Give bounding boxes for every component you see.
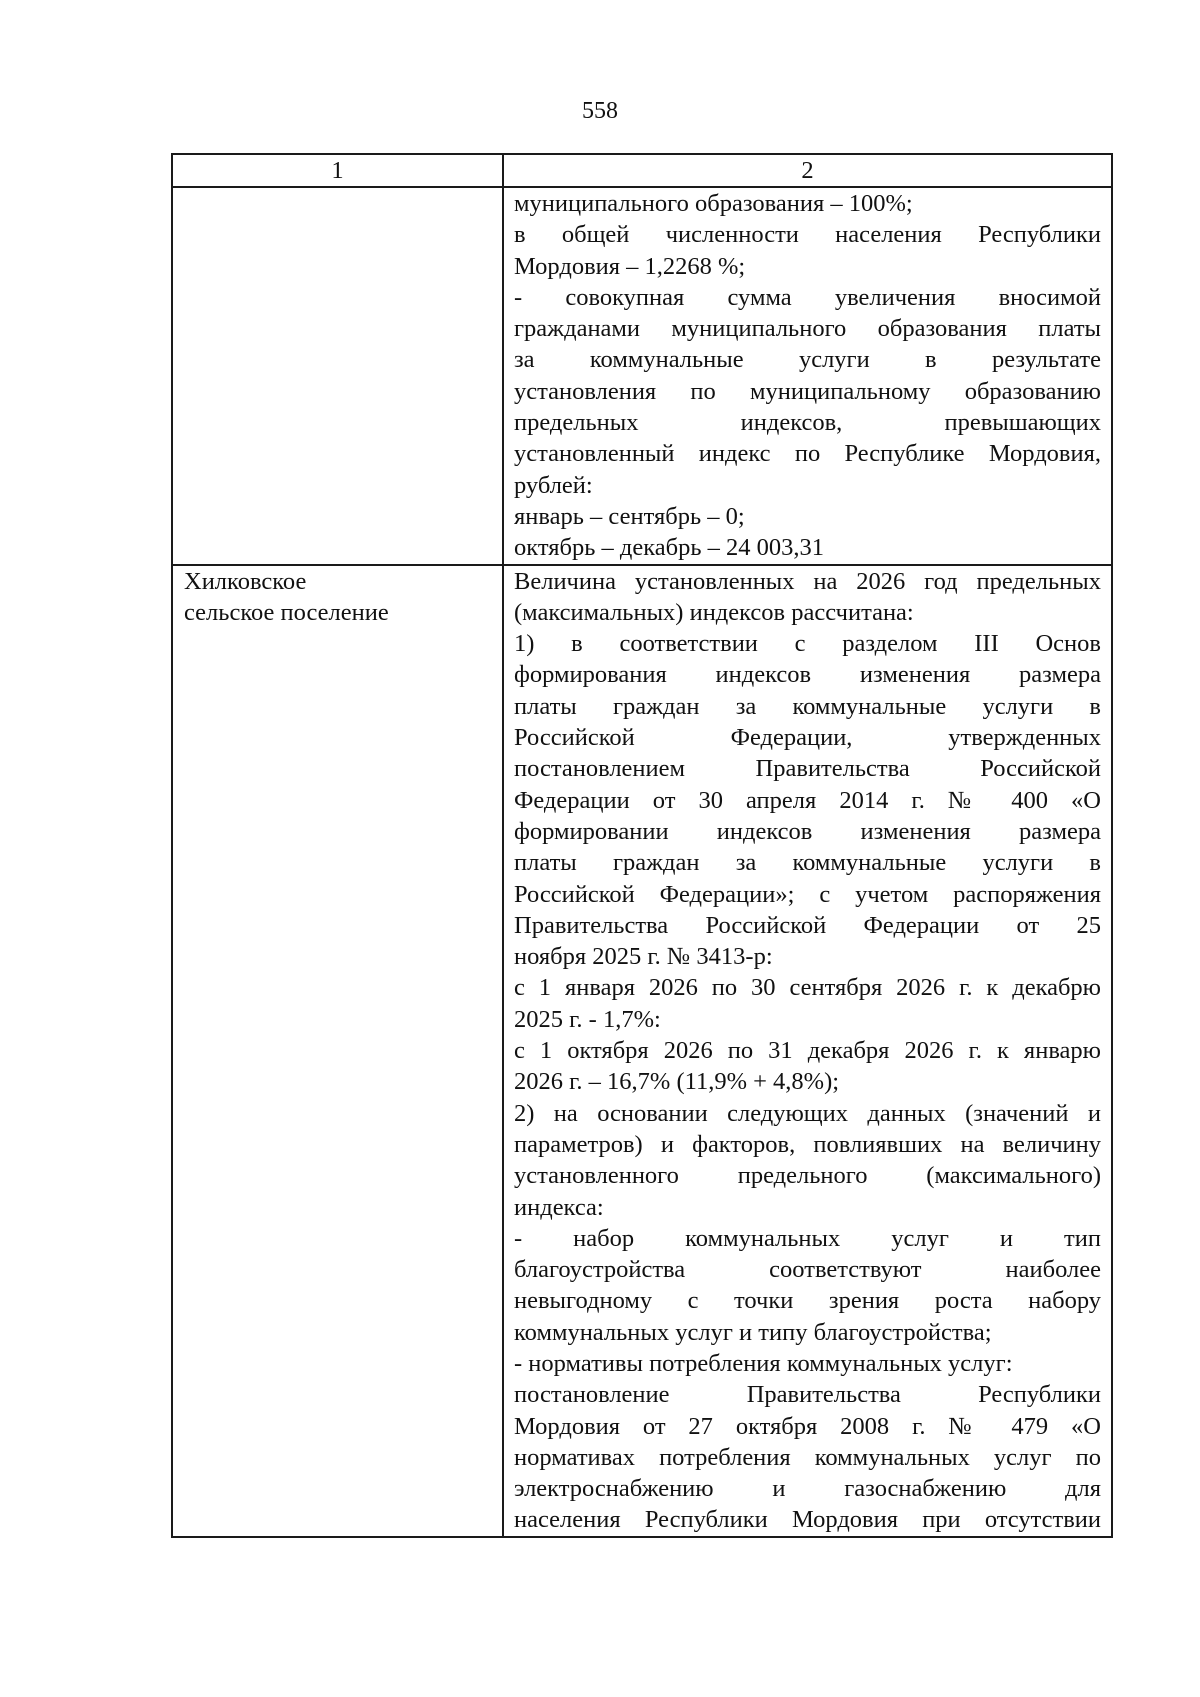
description-line: январь – сентябрь – 0; (514, 502, 745, 530)
description-line: платы граждан за коммунальные услуги в (514, 692, 1101, 720)
description-line: 2025 г. - 1,7%: (514, 1005, 661, 1033)
description-line: индекса: (514, 1193, 604, 1221)
description-line: 2) на основании следующих данных (значений и (514, 1099, 1101, 1127)
description-line: коммунальных услуг и типу благоустройства; (514, 1318, 992, 1346)
description-line: невыгодному с точки зрения роста набору (514, 1287, 1101, 1315)
municipality-name-line: сельское поселение (184, 598, 389, 626)
column-header-2: 2 (503, 154, 1112, 187)
description-line: гражданами муниципального образования платы (514, 315, 1101, 343)
index-description-cell (503, 187, 1112, 565)
description-line: населения Республики Мордовия при отсутствии (514, 1506, 1101, 1534)
description-line: Российской Федерации, утвержденных (514, 724, 1101, 752)
description-line: в общей численности населения Республики (514, 221, 1101, 249)
description-line: с 1 января 2026 по 30 сентября 2026 г. к декабрю (514, 974, 1101, 1002)
description-line: Мордовия – 1,2268 %; (514, 252, 746, 280)
table-header-row (172, 154, 1112, 187)
municipality-cell (172, 565, 503, 1537)
description-line: Величина установленных на 2026 год предельных (514, 567, 1101, 595)
description-line: формирования индексов изменения размера (514, 661, 1101, 689)
page-number: 558 (582, 98, 618, 124)
indices-table (171, 153, 1113, 1538)
description-line: предельных индексов, превышающих (514, 409, 1101, 437)
table-body (172, 187, 1112, 1537)
table-row (172, 565, 1112, 1537)
description-line: установленный индекс по Республике Мордовия, (514, 440, 1101, 468)
column-header-1: 1 (172, 154, 503, 187)
index-description-cell (503, 565, 1112, 1537)
description-line: платы граждан за коммунальные услуги в (514, 849, 1101, 877)
description-line: параметров) и факторов, повлиявших на величину (514, 1130, 1101, 1158)
description-line: Федерации от 30 апреля 2014 г. № 400 «О (514, 786, 1101, 814)
description-line: благоустройства соответствуют наиболее (514, 1256, 1101, 1284)
description-line: установления по муниципальному образованию (514, 377, 1101, 405)
description-line: Правительства Российской Федерации от 25 (514, 911, 1101, 939)
description-line: октябрь – декабрь – 24 003,31 (514, 534, 825, 562)
description-line: (максимальных) индексов рассчитана: (514, 598, 914, 626)
municipality-cell (172, 187, 503, 565)
description-line: формировании индексов изменения размера (514, 817, 1101, 845)
description-line: 1) в соответствии с разделом III Основ (514, 630, 1101, 658)
table-row (172, 187, 1112, 565)
description-line: муниципального образования – 100%; (514, 190, 913, 217)
description-line: установленного предельного (максимального) (514, 1162, 1101, 1190)
description-line: за коммунальные услуги в результате (514, 346, 1101, 374)
description-line: рублей: (514, 471, 593, 499)
description-line: с 1 октября 2026 по 31 декабря 2026 г. к январю (514, 1037, 1101, 1065)
description-line: 2026 г. – 16,7% (11,9% + 4,8%); (514, 1068, 840, 1096)
description-line: - совокупная сумма увеличения вносимой (514, 283, 1101, 311)
description-line: ноября 2025 г. № 3413-р: (514, 943, 773, 971)
description-line: - нормативы потребления коммунальных услуг: (514, 1349, 1013, 1377)
description-line: Российской Федерации»; с учетом распоряжения (514, 880, 1101, 908)
description-line: электроснабжению и газоснабжению для (514, 1475, 1101, 1503)
description-line: - набор коммунальных услуг и тип (514, 1224, 1101, 1252)
description-line: Мордовия от 27 октября 2008 г. № 479 «О (514, 1412, 1101, 1440)
description-line: нормативах потребления коммунальных услуг по (514, 1443, 1101, 1471)
description-line: постановлением Правительства Российской (514, 755, 1101, 783)
municipality-name-line: Хилковское (184, 567, 307, 595)
description-line: постановление Правительства Республики (514, 1381, 1101, 1409)
